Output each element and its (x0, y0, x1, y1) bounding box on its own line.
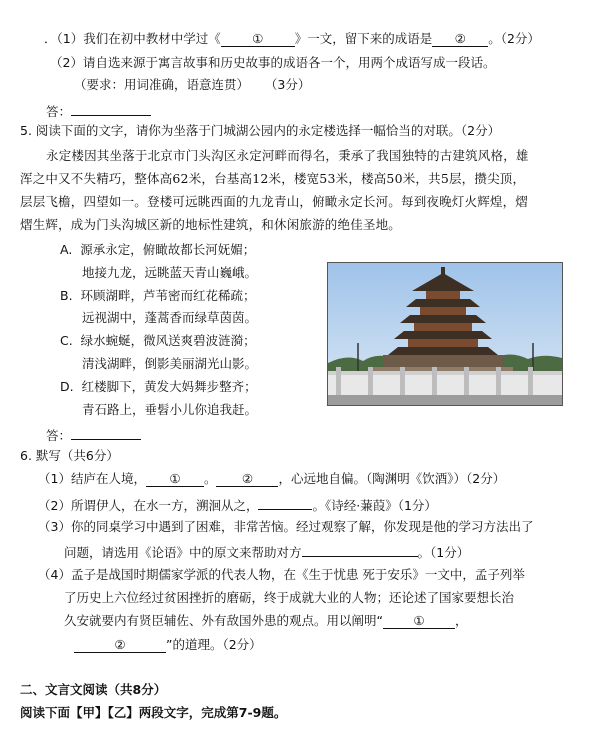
q6-item3-line2 (64, 541, 469, 562)
option-line: 环顾湖畔，芦苇密而红花稀疏； (80, 288, 256, 303)
q4-requirement (74, 76, 310, 94)
q4-blank-1[interactable] (221, 31, 295, 47)
q6-item4-comma: ， (454, 613, 468, 628)
q5-answer-blank[interactable] (71, 424, 141, 440)
q5-stem: 5. 阅读下面的文字，请你为坐落于门城湖公园内的永定楼选择一幅恰当的对联。（2分） (20, 123, 501, 138)
q6-item1-post: ，心远地自偏。（陶渊明《饮酒》）（2分） (278, 471, 506, 486)
q6-title: 6. 默写（共6分） (20, 448, 119, 463)
q6-item4-line2: 了历史上六位经过贫困挫折的磨砺，终于成就大业的人物；还论述了国家要想长治 (64, 590, 515, 605)
q6-item3-line1: （3）你的同桌学习中遇到了困难，非常苦恼。经过观察了解，你发现是他的学习方法出了 (38, 519, 534, 534)
option-line: 红楼脚下，黄发大妈舞步整齐； (81, 379, 257, 394)
q5-passage-line-2: 浑之中又不失精巧，整体高62米，台基高12米，楼宽53米，楼高50米，共5层，攒尖顶， (20, 171, 526, 186)
q6-item2-blank[interactable] (258, 494, 312, 510)
tower-illustration (328, 263, 562, 405)
q5-answer (46, 424, 141, 445)
q5-answer-label: 答： (46, 428, 72, 443)
q4-item1 (44, 30, 540, 48)
option-line: 绿水蜿蜒，微风送爽碧波涟漪； (80, 333, 256, 348)
q6-item2-pre: （2）所谓伊人，在水一方，溯洄从之， (38, 498, 259, 513)
q6-item4-line4 (74, 636, 262, 654)
q4-req-score: （3分） (264, 77, 311, 92)
q6-item4-blank-2[interactable] (74, 637, 166, 653)
q5-option-c-line2: 清浅湖畔，倒影美丽湖光山影。 (82, 356, 258, 371)
q4-item1-text: ．（1）我们在初中教材中学过《 (44, 31, 221, 46)
q6-item4-end: ”的道理。（2分） (166, 637, 262, 652)
q5-option-a[interactable] (60, 241, 255, 259)
q5-passage-line-4: 熠生辉，成为门头沟城区新的地标性建筑，和休闲旅游的绝佳圣地。 (20, 217, 402, 232)
q6-item1-blank-2[interactable] (216, 471, 278, 487)
option-line: 源承永定，俯瞰故都长河妩媚； (80, 242, 256, 257)
option-letter: A. (60, 242, 73, 257)
q6-item2 (38, 494, 437, 515)
q5-option-b[interactable] (60, 287, 256, 305)
q6-item4-blank-1[interactable] (383, 613, 455, 629)
q5-option-d[interactable] (60, 378, 257, 396)
q4-req-text: （要求：用词准确，语意连贯） (74, 77, 250, 92)
q5-option-d-line2: 青石路上，垂髫小儿你追我赶。 (82, 402, 258, 417)
q4-blank-1-marker: ① (252, 31, 264, 46)
q4-answer-label: 答： (46, 104, 72, 119)
yongding-tower-photo (327, 262, 563, 406)
q4-answer-blank[interactable] (71, 100, 151, 116)
section-2-title: 二、文言文阅读（共8分） (20, 682, 167, 697)
q6-item1-pre: （1）结庐在人境， (38, 471, 146, 486)
q5-passage-line-1: 永定楼因其坐落于北京市门头沟区永定河畔而得名，秉承了我国独特的古建筑风格，雄 (46, 148, 529, 163)
option-letter: C. (60, 333, 73, 348)
q6-item1-blank-1[interactable] (146, 471, 204, 487)
q4-item1-end: 。（2分） (488, 31, 540, 46)
q6-item4-line1: （4）孟子是战国时期儒家学派的代表人物，在《生于忧患 死于安乐》一文中，孟子列举 (38, 567, 525, 582)
q5-option-b-line2: 远视湖中，蓬蒿香而绿草茵茵。 (82, 310, 258, 325)
blank-marker: ② (114, 637, 126, 652)
option-letter: D. (60, 379, 74, 394)
option-letter: B. (60, 288, 73, 303)
q4-item1-mid: 》一文，留下来的成语是 (294, 31, 433, 46)
q4-item2: （2）请自选来源于寓言故事和历史故事的成语各一个，用两个成语写成一段话。 (50, 55, 496, 70)
q6-item3-blank[interactable] (302, 541, 418, 557)
q4-blank-2-marker: ② (454, 31, 466, 46)
q5-option-c[interactable] (60, 332, 256, 350)
q6-item3-pre: 问题，请选用《论语》中的原文来帮助对方 (64, 545, 302, 560)
q4-answer (46, 100, 151, 121)
blank-marker: ② (241, 471, 254, 486)
q6-item4-line3 (64, 612, 468, 630)
q5-option-a-line2: 地接九龙，远眺蓝天青山巍峨。 (82, 265, 258, 280)
q6-item4-pre: 久安就要内有贤臣辅佐、外有敌国外患的观点。用以阐明“ (64, 613, 383, 628)
blank-marker: ① (169, 471, 181, 486)
q6-item1-sep: 。 (203, 471, 217, 486)
q5-passage-line-3: 层层飞檐，四望如一。登楼可远眺西面的九龙青山，俯瞰永定长河。每到夜晚灯火辉煌，熠 (20, 194, 529, 209)
q4-blank-2[interactable] (432, 31, 488, 47)
q6-item3-post: 。（1分） (417, 545, 470, 560)
q6-item2-post: 。《诗经·蒹葭》（1分） (312, 498, 437, 513)
q6-item1 (38, 470, 505, 488)
section-2-instruction: 阅读下面【甲】【乙】两段文字，完成第7-9题。 (20, 705, 287, 720)
blank-marker: ① (413, 613, 425, 628)
